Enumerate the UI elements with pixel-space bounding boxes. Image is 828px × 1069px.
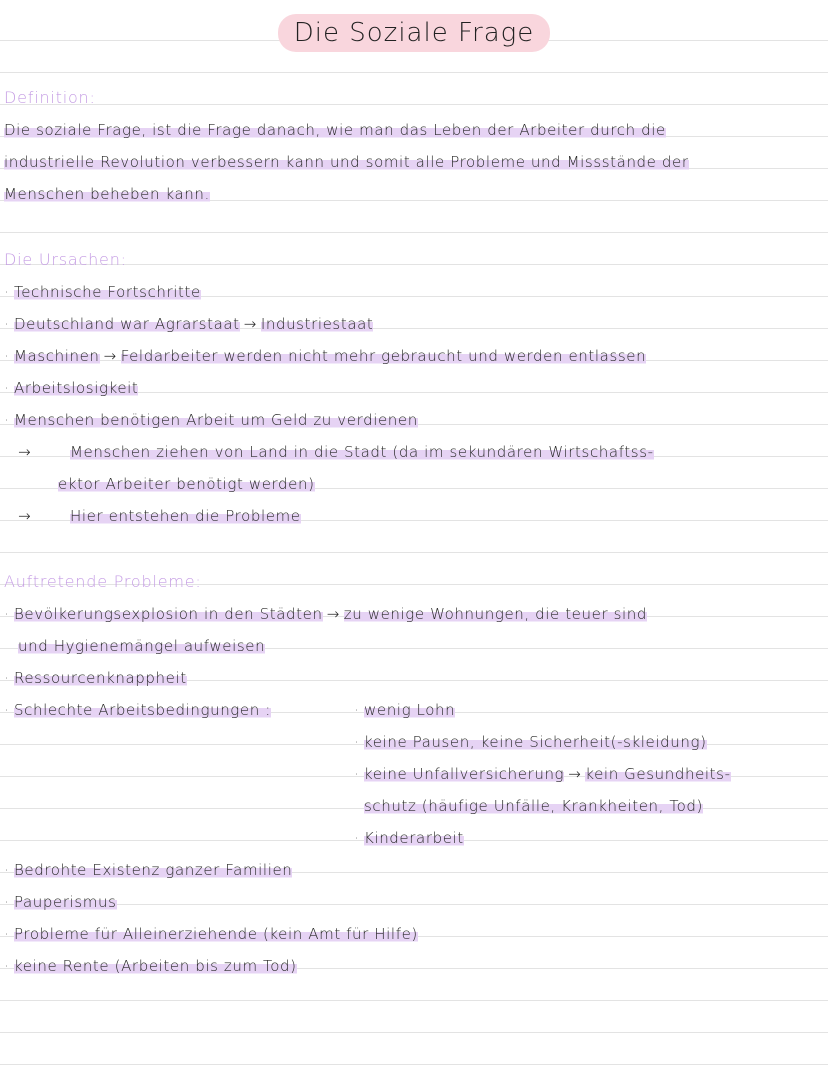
list-item: · Technische Fortschritte xyxy=(4,283,201,301)
bullet-icon: · xyxy=(4,347,10,365)
bullet-icon: · xyxy=(4,605,10,623)
arrow-right-icon: → xyxy=(568,765,582,783)
list-item-continuation: und Hygienemängel aufweisen xyxy=(18,637,266,655)
arrow-right-icon: → xyxy=(18,443,32,461)
list-item: · Arbeitslosigkeit xyxy=(4,379,139,397)
bullet-icon: · xyxy=(354,765,360,783)
page-title: Die Soziale Frage xyxy=(278,14,551,52)
list-item: · Probleme für Alleinerziehende (kein Amt für Hilfe) xyxy=(4,925,418,943)
list-item: · Menschen benötigen Arbeit um Geld zu verdienen xyxy=(4,411,418,429)
bullet-icon: · xyxy=(4,893,10,911)
bullet-icon: · xyxy=(4,701,10,719)
list-item: → Hier entstehen die Probleme xyxy=(4,506,824,526)
list-item: · Deutschland war Agrarstaat → Industriestaat xyxy=(4,315,374,333)
bullet-icon: · xyxy=(4,379,10,397)
list-item: · Maschinen → Feldarbeiter werden nicht mehr gebraucht und werden entlassen xyxy=(4,347,647,365)
definition-line-1: Die soziale Frage, ist die Frage danach, wie man das Leben der Arbeiter durch die xyxy=(4,121,666,139)
ursachen-heading: Die Ursachen: xyxy=(4,250,127,269)
probleme-heading: Auftretende Probleme: xyxy=(4,572,202,591)
bullet-icon: · xyxy=(4,925,10,943)
list-item: · Ressourcenknappheit xyxy=(4,669,187,687)
list-item: · Bedrohte Existenz ganzer Familien xyxy=(4,861,293,879)
list-item-continuation: ektor Arbeiter benötigt werden) xyxy=(58,475,315,493)
bullet-icon: · xyxy=(4,861,10,879)
list-item: → Menschen ziehen von Land in die Stadt (da im sekundären Wirtschaftss- xyxy=(4,442,824,462)
definition-line-3: Menschen beheben kann. xyxy=(4,185,210,203)
title-block xyxy=(0,14,828,52)
sub-list-item: · keine Pausen, keine Sicherheit(-skleidung) xyxy=(354,733,707,751)
list-item: · Bevölkerungsexplosion in den Städten → zu wenige Wohnungen, die teuer sind xyxy=(4,605,647,623)
definition-line-2: industrielle Revolution verbessern kann und somit alle Probleme und Missstände der xyxy=(4,153,689,171)
sub-list-item-continuation: schutz (häufige Unfälle, Krankheiten, Tod) xyxy=(364,797,703,815)
list-item: · Schlechte Arbeitsbedingungen : · wenig Lohn xyxy=(4,701,456,719)
list-item: · Pauperismus xyxy=(4,893,117,911)
bullet-icon: · xyxy=(4,669,10,687)
arrow-right-icon: → xyxy=(103,347,117,365)
definition-heading: Definition: xyxy=(4,88,96,107)
arrow-right-icon: → xyxy=(243,315,257,333)
bullet-icon: · xyxy=(354,701,360,719)
bullet-icon: · xyxy=(4,957,10,975)
arrow-right-icon: → xyxy=(18,507,32,525)
bullet-icon: · xyxy=(4,315,10,333)
bullet-icon: · xyxy=(4,411,10,429)
bullet-icon: · xyxy=(4,283,10,301)
bullet-icon: · xyxy=(354,733,360,751)
bullet-icon: · xyxy=(354,829,360,847)
arrow-right-icon: → xyxy=(326,605,340,623)
sub-list-item: · keine Unfallversicherung → kein Gesundheits- xyxy=(354,765,731,783)
sub-list-item: · Kinderarbeit xyxy=(354,829,464,847)
list-item: · keine Rente (Arbeiten bis zum Tod) xyxy=(4,957,297,975)
